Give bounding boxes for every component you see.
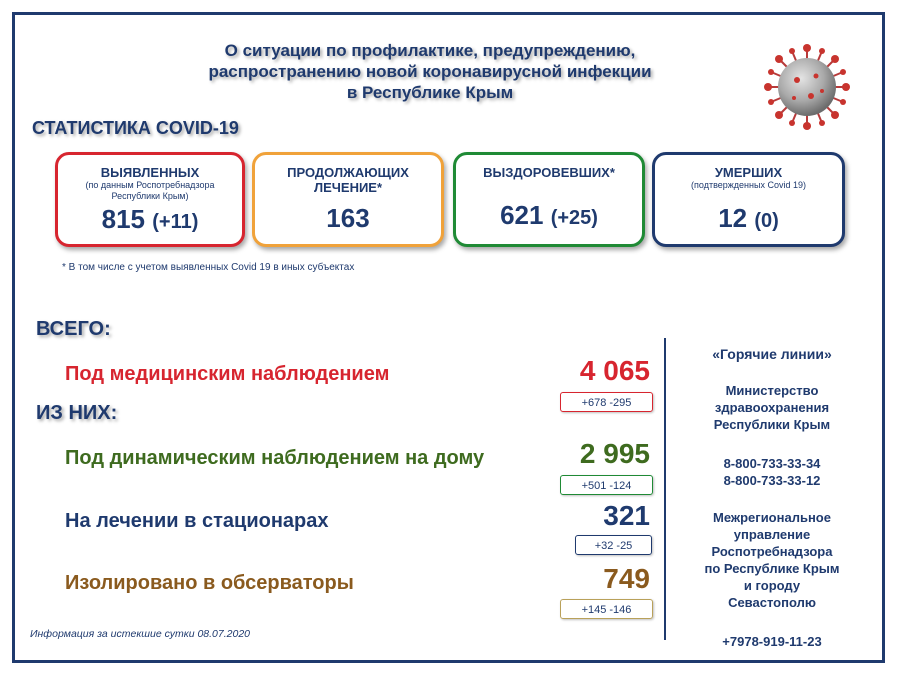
card-treatment-value: 163 [326, 203, 370, 233]
rospotreb-phone: +7978-919-11-23 [722, 634, 822, 649]
row-observatory-value: 749 [603, 563, 650, 594]
row-medical-observation-delta: +678 -295 [560, 392, 653, 412]
coronavirus-icon [764, 44, 850, 130]
card-detected-title: ВЫЯВЛЕННЫХ [100, 165, 200, 180]
card-recovered [453, 152, 645, 247]
card-treatment-title-2: ЛЕЧЕНИЕ* [313, 180, 383, 195]
page-title [140, 40, 720, 103]
row-home-observation-delta: +501 -124 [560, 475, 653, 495]
card-recovered-value: 621 [500, 200, 544, 230]
card-recovered-delta: (+25) [550, 207, 598, 229]
title-line-1: О ситуации по профилактике, предупреждению, [224, 41, 636, 60]
card-detected-value-line [58, 204, 242, 235]
hotlines-ministry [672, 382, 872, 433]
card-treatment-title-1: ПРОДОЛЖАЮЩИХ [287, 165, 409, 180]
card-deaths-sub: (подтвержденных Covid 19) [691, 180, 806, 190]
card-deaths-value: 12 [718, 203, 748, 233]
row-hospital-delta: +32 -25 [575, 535, 652, 555]
card-deaths-value-line [655, 203, 842, 234]
row-medical-observation-label: Под медицинским наблюдением [65, 363, 390, 385]
card-treatment [252, 152, 444, 247]
ministry-phone-1: 8-800-733-33-34 [723, 456, 821, 471]
footnote: * В том числе с учетом выявленных Covid 19 в иных субъектах [62, 262, 355, 273]
hotlines-heading: «Горячие линии» [712, 346, 832, 362]
divider-line [664, 338, 666, 640]
card-detected [55, 152, 245, 247]
hotlines-rospotreb [672, 509, 872, 611]
card-recovered-title: ВЫЗДОРОВЕВШИХ* [483, 165, 615, 180]
card-deaths-delta: (0) [754, 210, 779, 232]
rospotreb-line-1: Межрегиональное [713, 510, 831, 525]
row-medical-observation-value: 4 065 [579, 355, 650, 386]
title-line-3: в Республике Крым [346, 83, 514, 102]
rospotreb-line-6: Севастополю [728, 595, 816, 610]
row-observatory-label: Изолировано в обсерваторы [65, 572, 354, 594]
card-detected-delta: (+11) [152, 211, 199, 233]
rospotreb-line-4: по Республике Крым [704, 561, 840, 576]
card-detected-value: 815 [101, 204, 145, 234]
card-deaths-title: УМЕРШИХ [714, 165, 783, 180]
row-hospital-label: На лечении в стационарах [65, 510, 329, 532]
card-deaths [652, 152, 845, 247]
ministry-line-1: Министерство [725, 383, 819, 398]
card-recovered-value-line [456, 200, 642, 231]
row-observatory-delta: +145 -146 [560, 599, 653, 619]
row-home-observation-label: Под динамическим наблюдением на дому [65, 447, 485, 469]
card-detected-sub-2: Республики Крым) [111, 191, 189, 201]
stats-heading: СТАТИСТИКА COVID-19 [32, 118, 239, 138]
ministry-line-2: здравоохранения [714, 400, 830, 415]
title-line-2: распространению новой коронавирусной инфекции [208, 62, 652, 81]
ministry-phone-2: 8-800-733-33-12 [723, 473, 821, 488]
rospotreb-line-5: и городу [743, 578, 801, 593]
rospotreb-line-2: управление [733, 527, 811, 542]
rospotreb-line-3: Роспотребнадзора [711, 544, 833, 559]
row-hospital-value: 321 [603, 500, 650, 531]
card-detected-sub-1: (по данным Роспотребнадзора [85, 180, 215, 190]
ministry-line-3: Республики Крым [713, 417, 831, 432]
info-date-note: Информация за истекшие сутки 08.07.2020 [30, 628, 251, 640]
total-label: ВСЕГО: [36, 318, 111, 340]
hotlines-ministry-phones [672, 455, 872, 489]
of-them-label: ИЗ НИХ: [36, 402, 118, 424]
row-home-observation-value: 2 995 [579, 438, 650, 469]
